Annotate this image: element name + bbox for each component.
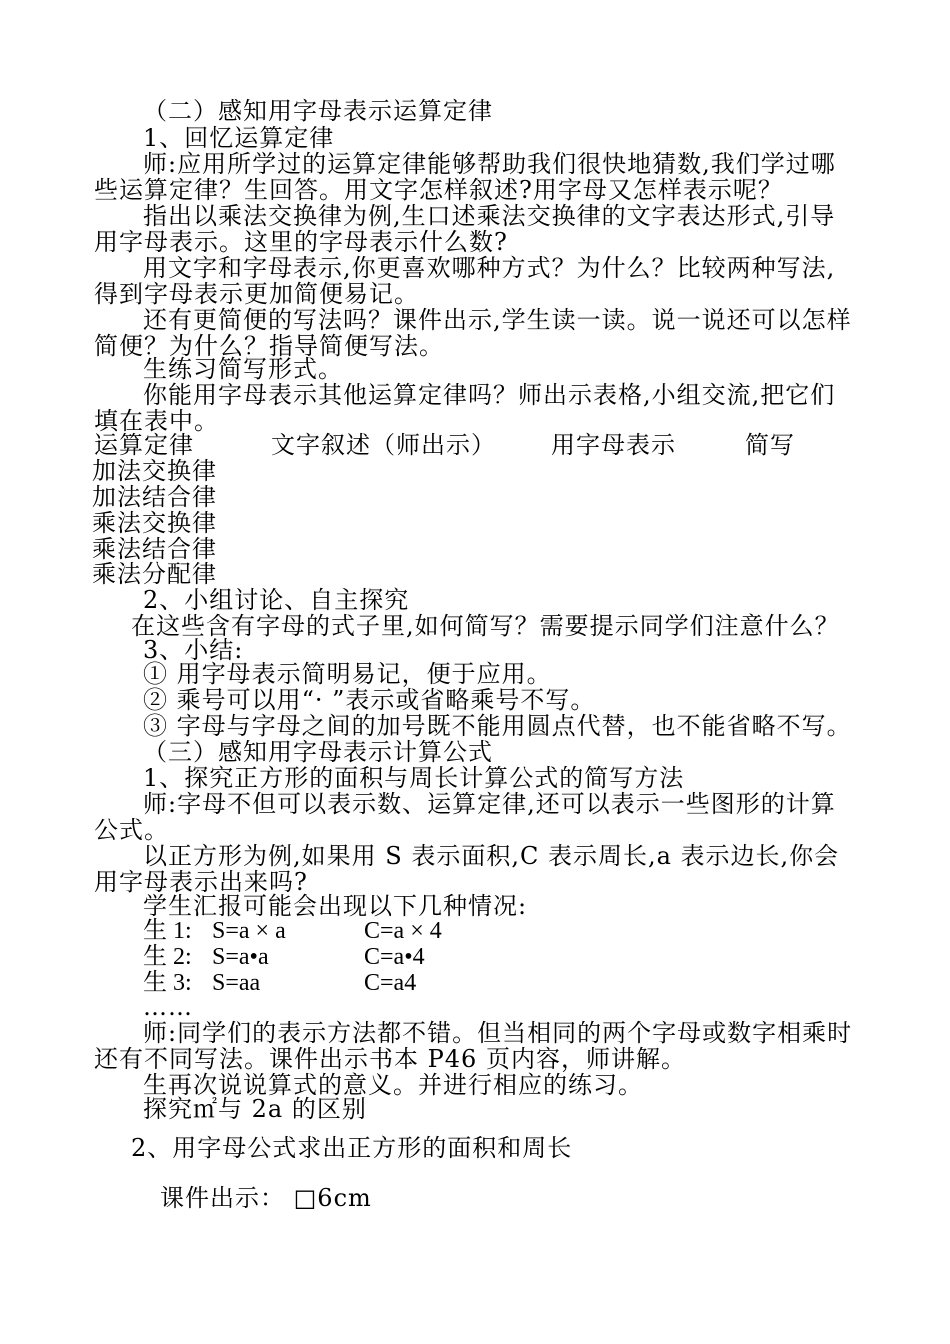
- case-area-formula: S=a•a: [212, 944, 269, 970]
- subheading-square-formulas: 1、探究正方形的面积与周长计算公式的简写方法: [143, 764, 685, 792]
- paragraph-line: 生再次说说算式的意义。并进行相应的练习。: [143, 1071, 643, 1099]
- courseware-display: 课件出示： □6cm: [160, 1184, 372, 1212]
- paragraph-line: 用字母表示。这里的字母表示什么数?: [94, 228, 508, 256]
- case-label: 生 1:: [143, 918, 192, 944]
- paragraph-line: 些运算定律？生回答。用文字怎样叙述?用字母又怎样表示呢？: [94, 176, 783, 204]
- summary-point-3: ③ 字母与字母之间的加号既不能用圆点代替，也不能省略不写。: [143, 712, 852, 740]
- case-perimeter-formula: C=a × 4: [364, 918, 442, 944]
- summary-point-2: ② 乘号可以用“· ”表示或省略乘号不写。: [143, 686, 596, 714]
- paragraph-line: 在这些含有字母的式子里,如何简写？需要提示同学们注意什么？: [131, 612, 840, 640]
- table-row: 乘法结合律: [92, 535, 217, 563]
- paragraph-line: 还有更简便的写法吗？课件出示,学生读一读。说一说还可以怎样: [143, 306, 852, 334]
- paragraph-line: 还有不同写法。课件出示书本 P46 页内容，师讲解。: [94, 1045, 686, 1073]
- paragraph-line: 以正方形为例,如果用 S 表示面积,C 表示周长,a 表示边长,你会: [143, 842, 840, 870]
- paragraph-line: 得到字母表示更加简便易记。: [94, 280, 419, 308]
- paragraph-line: 探究㎡与 2a 的区别: [143, 1095, 367, 1123]
- paragraph-line: 简便？为什么？指导简便写法。: [94, 332, 444, 360]
- table-row: 乘法交换律: [92, 509, 217, 537]
- table-header-law: 运算定律: [94, 431, 194, 459]
- paragraph-line: 指出以乘法交换律为例,生口述乘法交换律的文字表达形式,引导: [143, 202, 836, 230]
- paragraph-line: 用文字和字母表示,你更喜欢哪种方式？为什么？比较两种写法,: [143, 254, 836, 282]
- table-row: 加法交换律: [92, 457, 217, 485]
- table-row: 加法结合律: [92, 483, 217, 511]
- table-row: 乘法分配律: [92, 560, 217, 588]
- case-perimeter-formula: C=a•4: [364, 944, 425, 970]
- subheading-summary: 3、小结:: [143, 636, 244, 664]
- ellipsis: ……: [143, 993, 193, 1021]
- table-header-letters: 用字母表示: [551, 431, 676, 459]
- paragraph-line: 师:应用所学过的运算定律能够帮助我们很快地猜数,我们学过哪: [143, 150, 836, 178]
- summary-point-1: ① 用字母表示简明易记，便于应用。: [143, 660, 552, 688]
- case-area-formula: S=aa: [212, 970, 261, 996]
- paragraph-line: 师:字母不但可以表示数、运算定律,还可以表示一些图形的计算: [143, 790, 836, 818]
- paragraph-line: 公式。: [94, 816, 169, 844]
- paragraph-line: 你能用字母表示其他运算定律吗？师出示表格,小组交流,把它们: [143, 381, 836, 409]
- table-header-short: 简写: [745, 431, 795, 459]
- paragraph-line: 填在表中。: [94, 407, 219, 435]
- subheading-recall-laws: 1、回忆运算定律: [143, 124, 335, 152]
- paragraph-line: 师:同学们的表示方法都不错。但当相同的两个字母或数字相乘时: [143, 1019, 853, 1047]
- paragraph-line: 用字母表示出来吗?: [94, 868, 308, 896]
- case-perimeter-formula: C=a4: [364, 970, 417, 996]
- section-heading-3: （三）感知用字母表示计算公式: [143, 738, 493, 766]
- paragraph-line: 生练习简写形式。: [143, 355, 343, 383]
- subheading-square-calc: 2、用字母公式求出正方形的面积和周长: [131, 1134, 573, 1162]
- case-label: 生 2:: [143, 944, 192, 970]
- paragraph-line: 学生汇报可能会出现以下几种情况:: [143, 892, 528, 920]
- section-heading-2: （二）感知用字母表示运算定律: [143, 97, 493, 125]
- case-label: 生 3:: [143, 970, 192, 996]
- subheading-group-discussion: 2、小组讨论、自主探究: [143, 586, 410, 614]
- case-area-formula: S=a × a: [212, 918, 286, 944]
- table-header-description: 文字叙述（师出示）: [271, 431, 496, 459]
